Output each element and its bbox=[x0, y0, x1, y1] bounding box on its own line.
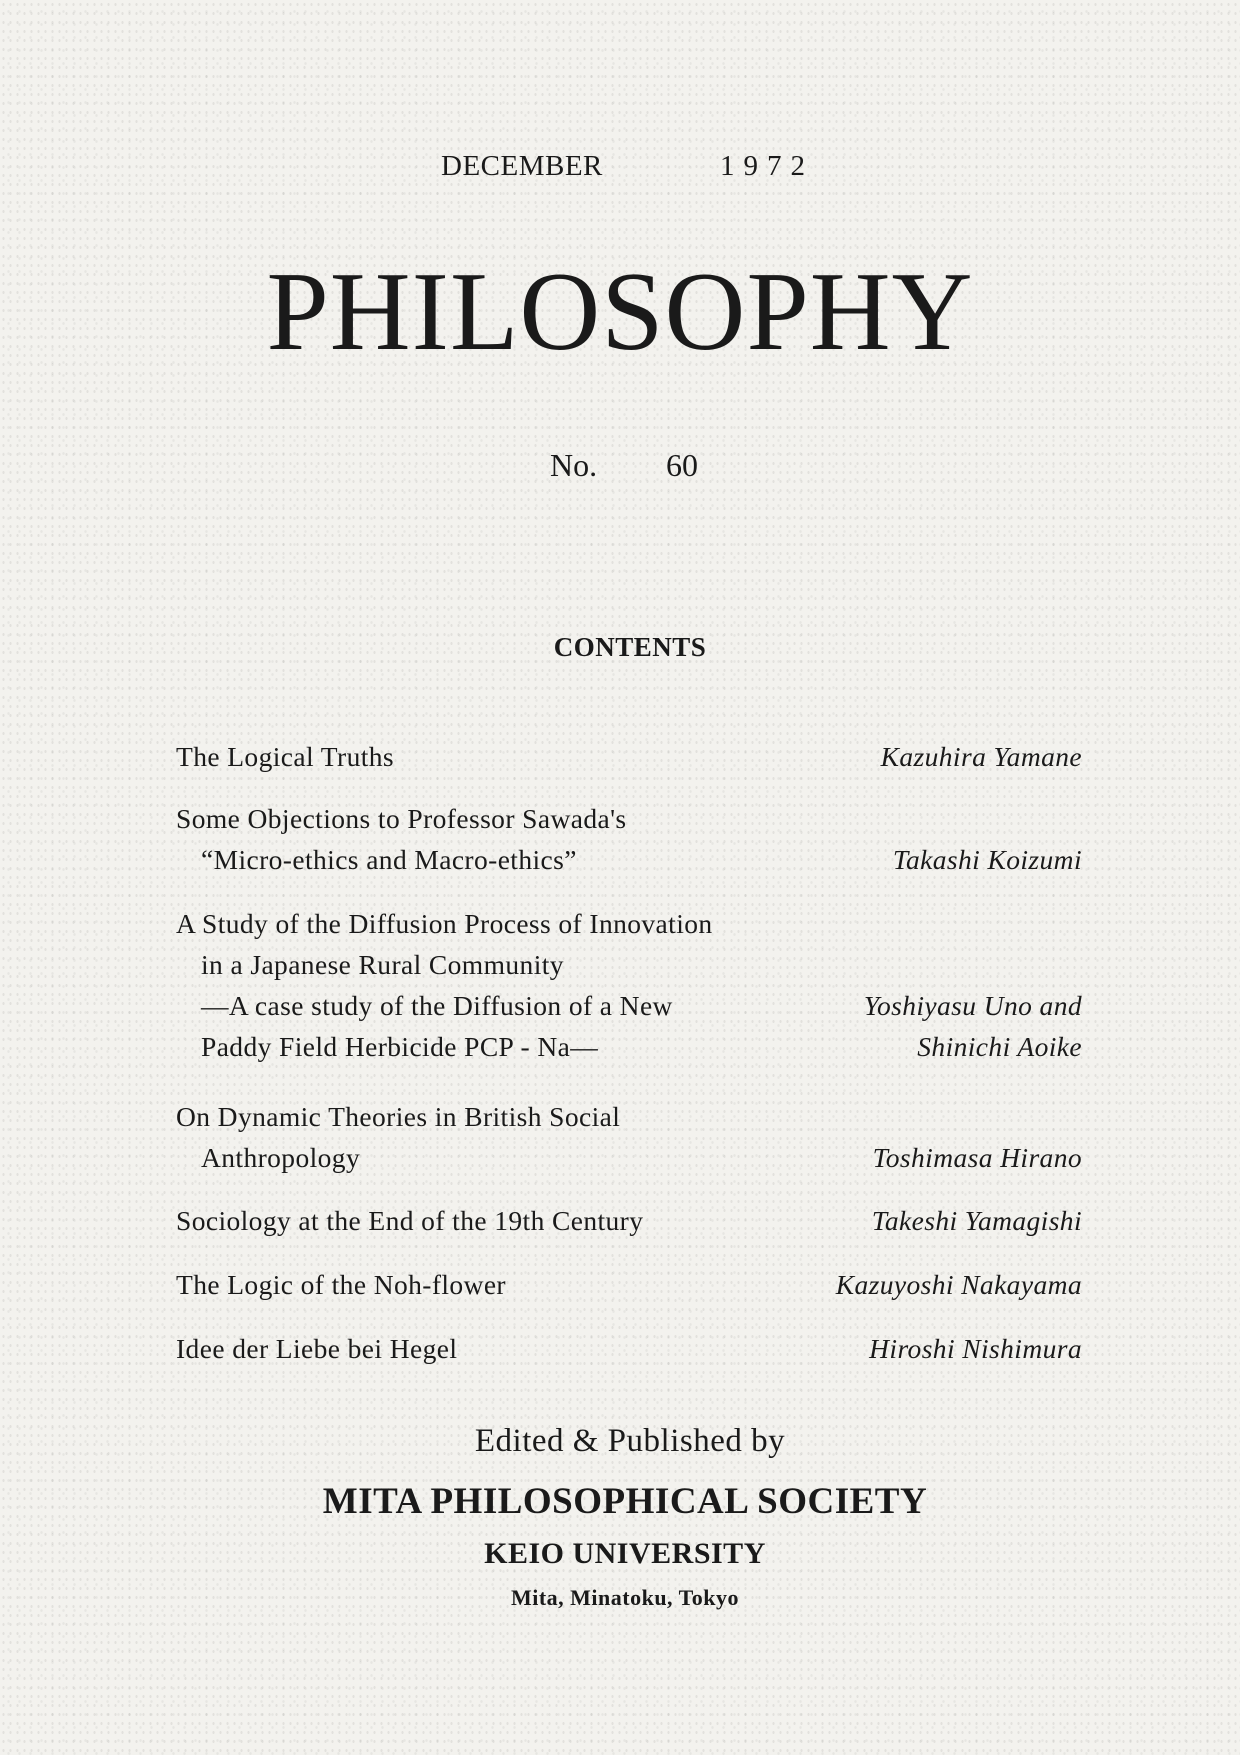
author-name: Toshimasa Hirano bbox=[872, 1142, 1082, 1173]
article-title-line: A Study of the Diffusion Process of Innovation bbox=[176, 908, 713, 939]
article-title bbox=[176, 1200, 643, 1241]
article-title bbox=[176, 903, 713, 1067]
article-author bbox=[872, 1200, 1082, 1241]
article-title-line: Paddy Field Herbicide PCP - Na— bbox=[201, 1031, 599, 1062]
issue-year: 1972 bbox=[720, 150, 814, 182]
issue-month: DECEMBER bbox=[441, 150, 603, 182]
article-author bbox=[881, 736, 1082, 777]
article-author bbox=[836, 1264, 1082, 1305]
article-title-line: The Logic of the Noh-flower bbox=[176, 1269, 506, 1300]
author-name: Kazuyoshi Nakayama bbox=[835, 1269, 1082, 1300]
author-name: Kazuhira Yamane bbox=[880, 741, 1082, 772]
article-author bbox=[893, 839, 1082, 880]
contents-heading: CONTENTS bbox=[553, 632, 707, 662]
university-name: KEIO UNIVERSITY bbox=[484, 1537, 766, 1570]
article-title-line: in a Japanese Rural Community bbox=[201, 949, 564, 980]
article-title-line: Idee der Liebe bei Hegel bbox=[176, 1333, 458, 1364]
article-title bbox=[176, 1096, 620, 1178]
article-title bbox=[176, 736, 394, 777]
article-title-line: —A case study of the Diffusion of a New bbox=[201, 990, 673, 1021]
author-name: Hiroshi Nishimura bbox=[869, 1333, 1082, 1364]
article-title-line: Sociology at the End of the 19th Century bbox=[176, 1205, 644, 1236]
issue-number-label: No. bbox=[550, 447, 598, 483]
article-title-line: On Dynamic Theories in British Social bbox=[176, 1101, 621, 1132]
journal-title: PHILOSOPHY bbox=[266, 250, 974, 374]
article-title bbox=[176, 1264, 506, 1305]
publisher-address: Mita, Minatoku, Tokyo bbox=[510, 1585, 740, 1610]
author-name: Yoshiyasu Uno and bbox=[863, 990, 1082, 1021]
issue-number: 60 bbox=[666, 447, 698, 483]
article-title bbox=[176, 798, 627, 880]
article-author bbox=[869, 1328, 1082, 1369]
society-name: MITA PHILOSOPHICAL SOCIETY bbox=[322, 1481, 928, 1522]
article-title-line: Anthropology bbox=[201, 1142, 361, 1173]
author-name: Takashi Koizumi bbox=[892, 844, 1082, 875]
article-title-line: “Micro-ethics and Macro-ethics” bbox=[201, 844, 577, 875]
article-title bbox=[176, 1328, 457, 1369]
article-title-line: The Logical Truths bbox=[176, 741, 395, 772]
article-author bbox=[864, 985, 1082, 1067]
author-name: Takeshi Yamagishi bbox=[871, 1205, 1082, 1236]
author-name: Shinichi Aoike bbox=[917, 1031, 1082, 1062]
article-author bbox=[873, 1137, 1082, 1178]
article-title-line: Some Objections to Professor Sawada's bbox=[176, 803, 627, 834]
edited-published-by: Edited & Published by bbox=[474, 1423, 786, 1459]
